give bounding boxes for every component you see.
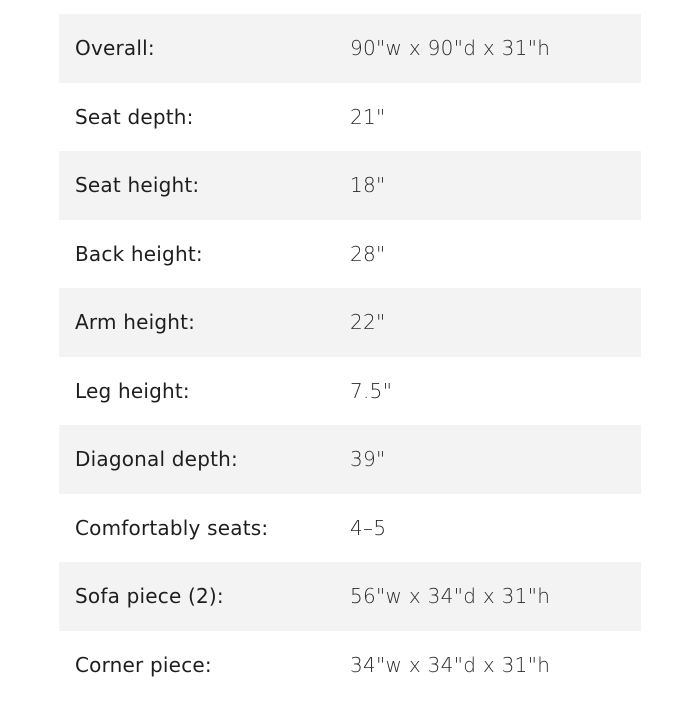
spec-value: 28" xyxy=(350,241,386,266)
spec-value: 4–5 xyxy=(350,515,387,540)
spec-row-seat-height xyxy=(59,151,641,220)
spec-row-diagonal-depth xyxy=(59,425,641,494)
spec-value: 18" xyxy=(350,173,386,198)
spec-label: Seat depth: xyxy=(75,104,194,129)
spec-value: 21" xyxy=(350,104,386,129)
spec-label: Leg height: xyxy=(75,378,190,403)
spec-row-leg-height xyxy=(59,357,641,426)
spec-label: Seat height: xyxy=(75,173,200,198)
spec-value: 39" xyxy=(350,447,386,472)
spec-row-seat-depth xyxy=(59,83,641,152)
spec-row-overall xyxy=(59,14,641,83)
spec-label: Comfortably seats: xyxy=(75,515,269,540)
spec-row-corner-piece xyxy=(59,631,641,700)
spec-value: 90"w x 90"d x 31"h xyxy=(350,36,551,61)
spec-label: Corner piece: xyxy=(75,652,212,677)
spec-label: Overall: xyxy=(75,36,155,61)
spec-label: Back height: xyxy=(75,241,203,266)
spec-row-comfortably-seats xyxy=(59,494,641,563)
spec-value: 7.5" xyxy=(350,378,393,403)
dimensions-table xyxy=(59,14,641,699)
spec-label: Diagonal depth: xyxy=(75,447,238,472)
spec-row-back-height xyxy=(59,220,641,289)
spec-label: Arm height: xyxy=(75,310,196,335)
spec-value: 22" xyxy=(350,310,386,335)
spec-value: 56"w x 34"d x 31"h xyxy=(350,584,551,609)
spec-row-sofa-piece xyxy=(59,562,641,631)
spec-row-arm-height xyxy=(59,288,641,357)
spec-value: 34"w x 34"d x 31"h xyxy=(350,652,551,677)
spec-label: Sofa piece (2): xyxy=(75,584,224,609)
